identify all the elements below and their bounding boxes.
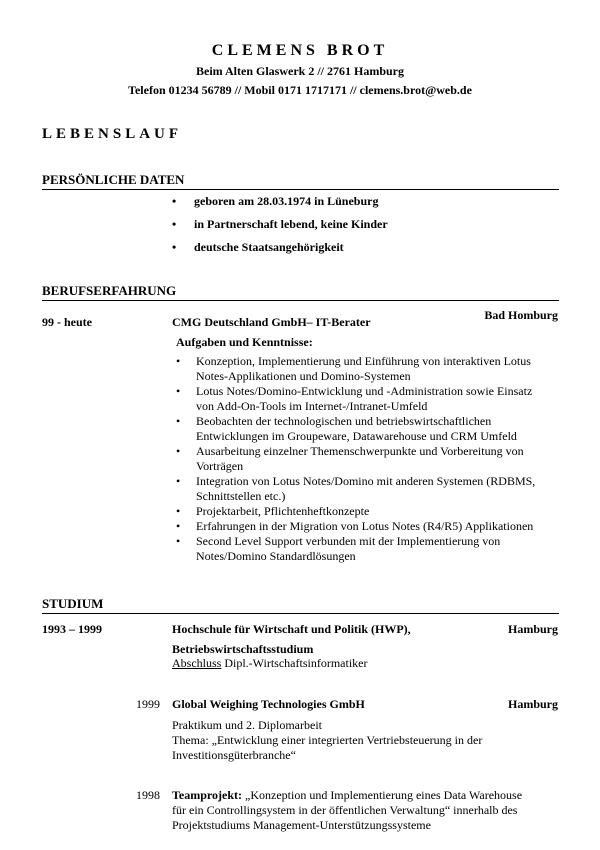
internship-company: Global Weighing Technologies GmbH [172,697,365,711]
list-item: • geboren am 28.03.1974 in Lüneburg [172,194,552,217]
contact-line: Telefon 01234 56789 // Mobil 0171 1717171 // clemens.brot@web.de [128,83,472,97]
personal-list [172,194,552,263]
applicant-name: CLEMENS BROT [211,42,389,59]
list-item: • Ausarbeitung einzelner Themenschwerpunkte und Vorbereitung von Vorträgen [176,444,551,474]
teamproject-line-1 [172,788,522,803]
teamproject-line-2: für ein Controllingsystem in der öffentlichen Verwaltung“ innerhalb des [172,803,518,817]
document-title: LEBENSLAUF [42,126,183,142]
experience-period: 99 - heute [42,315,92,329]
list-item: • Konzeption, Implementierung und Einführung von interaktiven Lotus Notes-Applikationen und Domino-Systemen [176,354,551,384]
experience-company: CMG Deutschland GmbH– IT-Berater [172,315,371,329]
study-institution: Hochschule für Wirtschaft und Politik (HWP), [172,622,411,636]
internship-line-3: Investitionsgüterbranche“ [172,748,296,762]
study-program: Betriebswirtschaftsstudium [172,642,314,656]
study-degree [172,656,367,671]
section-heading-experience: BERUFSERFAHRUNG [42,283,559,301]
teamproject-line-3: Projektstudiums Management-Unterstützungssysteme [172,818,431,832]
teamproject-text: „Konzeption und Implementierung eines Data Warehouse [242,788,523,802]
list-item: • Second Level Support verbunden mit der Implementierung von Notes/Domino Standardlösungen [176,534,551,564]
list-item: • Lotus Notes/Domino-Entwicklung und -Administration sowie Einsatz von Add-On-Tools im Internet-/Intranet-Umfeld [176,384,551,414]
list-item: • Projektarbeit, Pflichtenheftkonzepte [176,504,551,519]
experience-location: Bad Homburg [484,308,558,322]
study-period: 1993 – 1999 [42,622,102,636]
internship-location: Hamburg [507,697,558,711]
degree-value: Dipl.-Wirtschaftsinformatiker [221,656,368,670]
section-heading-study: STUDIUM [42,596,559,614]
study-location: Hamburg [507,622,558,636]
degree-label: Abschluss [172,656,222,670]
list-item: • Erfahrungen in der Migration von Lotus Notes (R4/R5) Applikationen [176,519,551,534]
section-heading-personal: PERSÖNLICHE DATEN [42,172,559,190]
list-item: • Integration von Lotus Notes/Domino mit anderen Systemen (RDBMS, Schnittstellen etc.) [176,474,551,504]
internship-year: 1999 [136,697,160,711]
teamproject-label: Teamprojekt: [172,788,242,802]
list-item: • Beobachten der technologischen und betriebswirtschaftlichen Entwicklungen im Groupeware, Datawarehouse und CRM Umfeld [176,414,551,444]
list-item: • deutsche Staatsangehörigkeit [172,240,552,263]
tasks-list [176,354,551,564]
tasks-label: Aufgaben und Kenntnisse: [176,335,313,349]
teamproject-year: 1998 [136,788,160,802]
internship-line-1: Praktikum und 2. Diplomarbeit [172,718,322,732]
internship-line-2: Thema: „Entwicklung einer integrierten Vertriebsteuerung in der [172,733,483,747]
address: Beim Alten Glaswerk 2 // 2761 Hamburg [196,64,404,78]
list-item: • in Partnerschaft lebend, keine Kinder [172,217,552,240]
